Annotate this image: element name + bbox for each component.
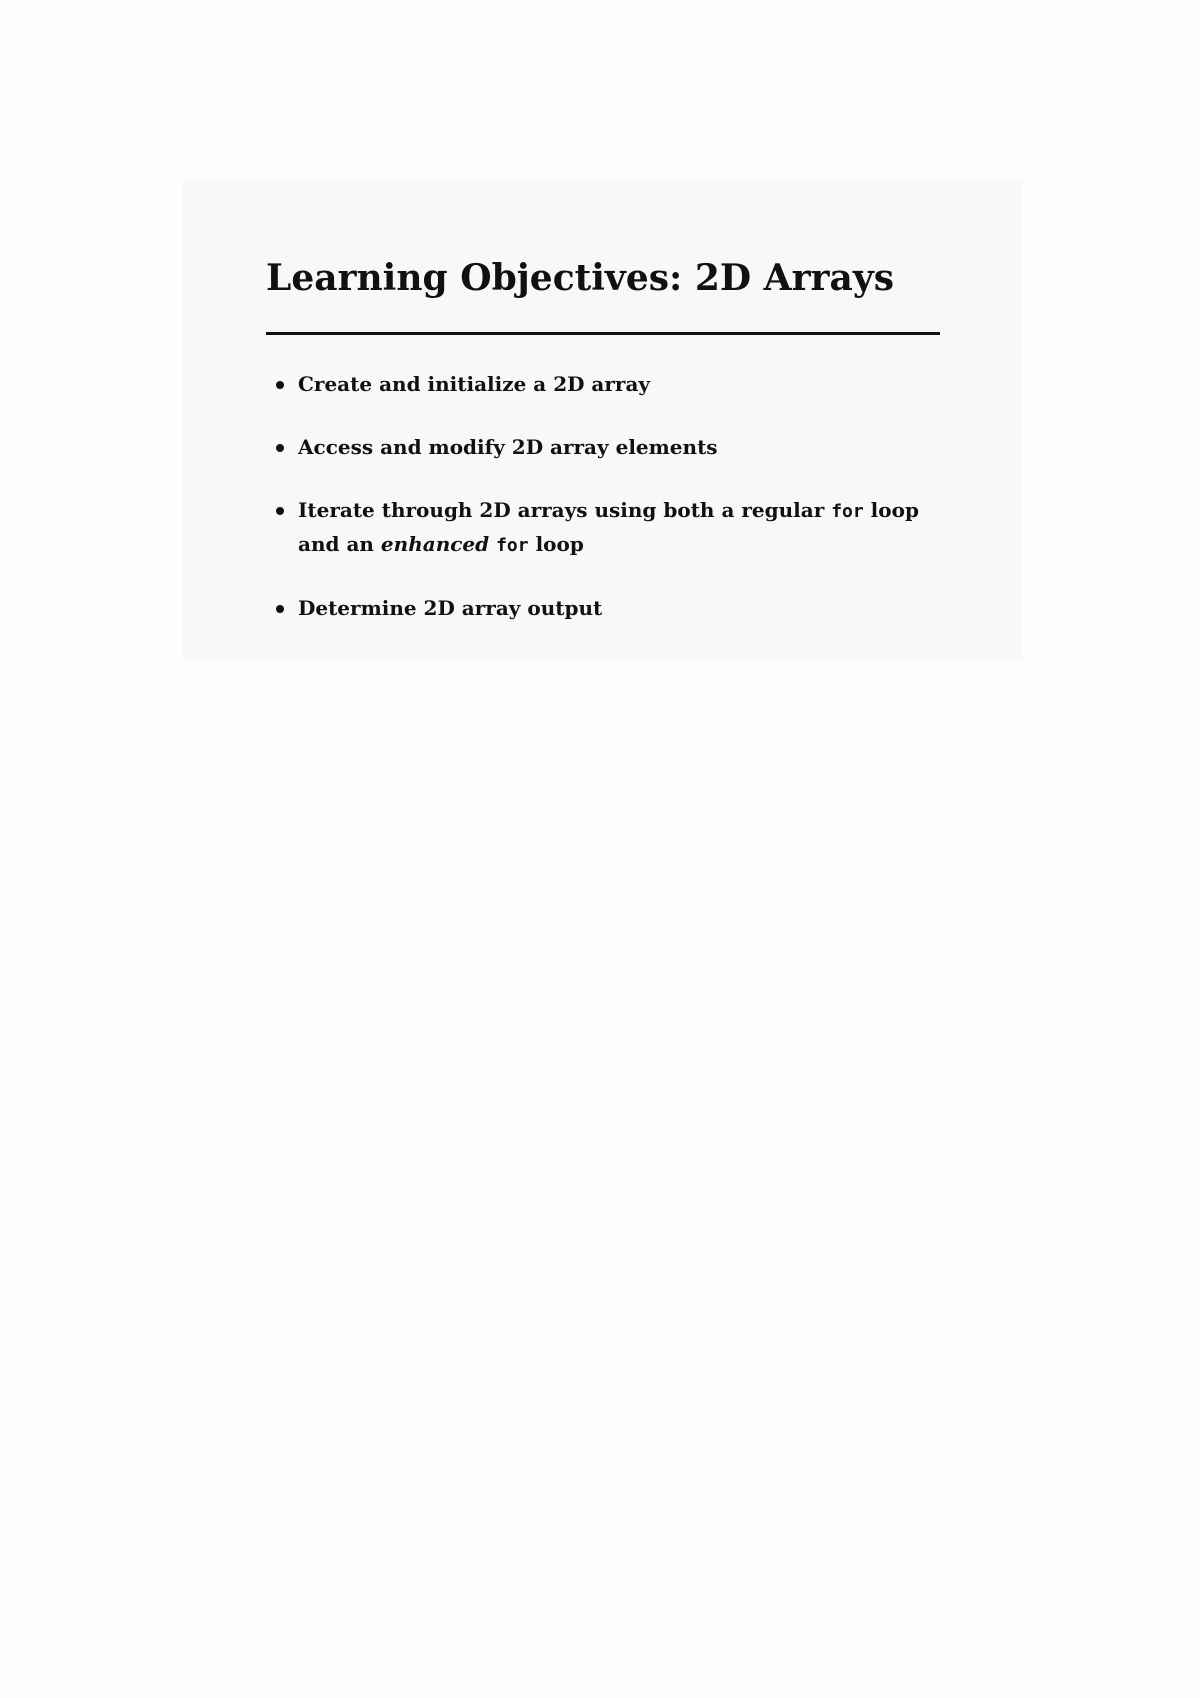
title-divider xyxy=(266,332,940,335)
objective-iterate xyxy=(266,494,940,562)
objective-text-part: loop and an xyxy=(298,498,919,556)
bullet-icon xyxy=(276,381,284,389)
objective-text: Create and initialize a 2D array xyxy=(298,372,651,396)
bullet-icon xyxy=(276,507,284,515)
bullet-icon xyxy=(276,444,284,452)
objectives-list xyxy=(266,368,940,625)
for-keyword: for xyxy=(831,501,864,522)
enhanced-emphasis: enhanced xyxy=(380,532,490,556)
objective-text-part: Iterate through 2D arrays using both a regular xyxy=(298,498,832,522)
objective-text: Access and modify 2D array elements xyxy=(298,435,718,459)
page-title: Learning Objectives: 2D Arrays xyxy=(266,257,895,299)
objective-determine-output xyxy=(266,592,940,625)
bullet-icon xyxy=(276,605,284,613)
for-keyword: for xyxy=(496,535,529,556)
objective-access-modify xyxy=(266,431,940,464)
objective-create-initialize xyxy=(266,368,940,401)
objective-text-part: loop xyxy=(528,532,584,556)
objective-text: Determine 2D array output xyxy=(298,596,603,620)
objectives-card xyxy=(182,180,1022,660)
